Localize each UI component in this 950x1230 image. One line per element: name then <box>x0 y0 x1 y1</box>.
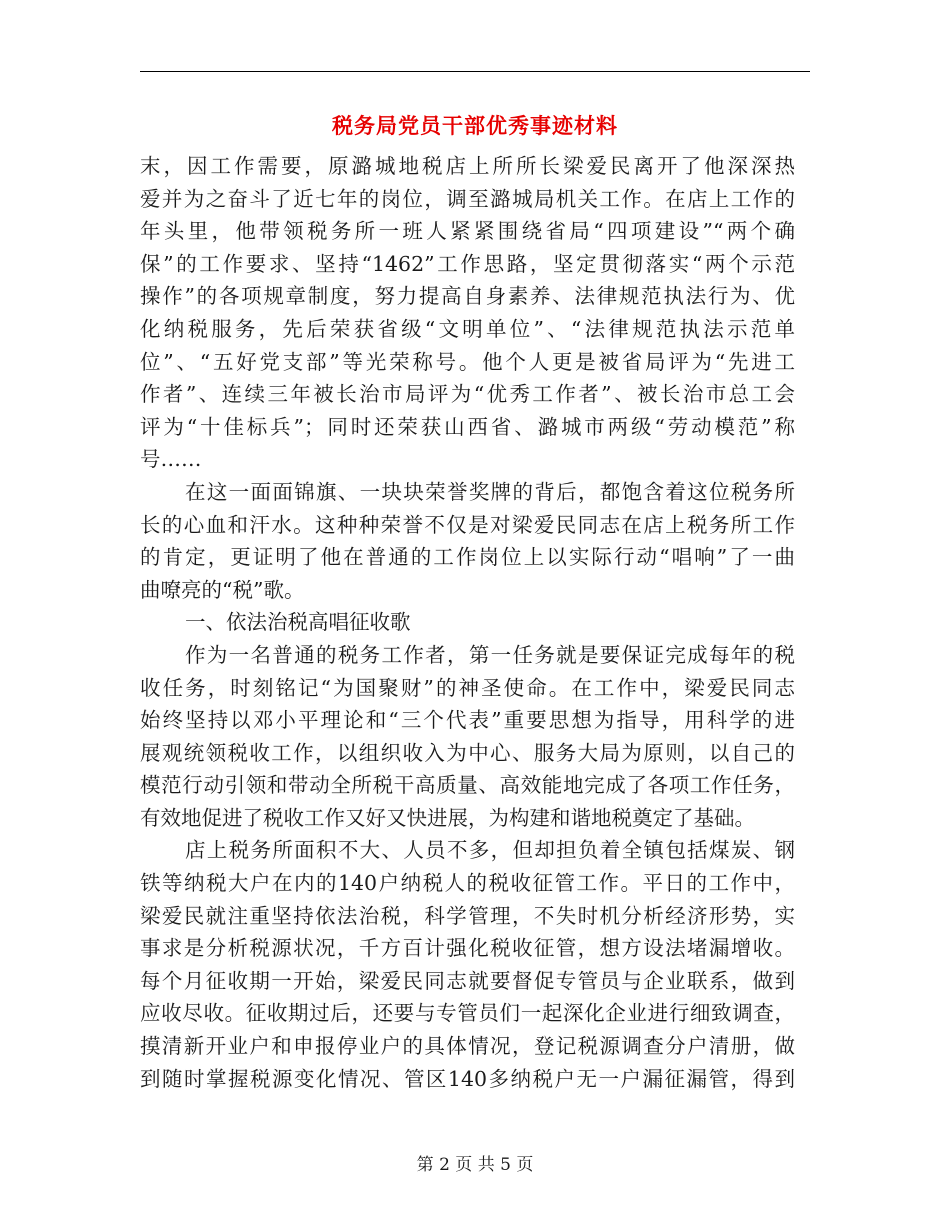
text-line: 展观统领税收工作，以组织收入为中心、服务大局为原则，以自己的 <box>140 740 795 765</box>
text-line: 到随时掌握税源变化情况、管区140多纳税户无一户漏征漏管，得到 <box>140 1066 795 1091</box>
text-line: 有效地促进了税收工作又好又快进展，为构建和谐地税奠定了基础。 <box>140 805 755 830</box>
text-line: 曲嘹亮的“税”歌。 <box>140 577 305 602</box>
text-line: 位”、“五好党支部”等光荣称号。他个人更是被省局评为“先进工 <box>140 349 795 374</box>
text-line: 评为“十佳标兵”；同时还荣获山西省、潞城市两级“劳动模范”称 <box>140 414 795 439</box>
text-line: 收任务，时刻铭记“为国聚财”的神圣使命。在工作中，梁爱民同志 <box>140 675 795 700</box>
paragraph-start-line: 在这一面面锦旗、一块块荣誉奖牌的背后，都饱含着这位税务所 <box>185 479 795 504</box>
text-line: 号…… <box>140 447 202 472</box>
text-line: 化纳税服务，先后荣获省级“文明单位”、“法律规范执法示范单 <box>140 316 795 341</box>
section-heading: 一、依法治税高唱征收歌 <box>185 610 411 635</box>
text-line: 每个月征收期一开始，梁爱民同志就要督促专管员与企业联系，做到 <box>140 968 795 993</box>
text-line: 铁等纳税大户在内的140户纳税人的税收征管工作。平日的工作中， <box>140 871 795 896</box>
paragraph-start-line: 店上税务所面积不大、人员不多，但却担负着全镇包括煤炭、钢 <box>185 838 795 863</box>
text-line: 模范行动引领和带动全所税干高质量、高效能地完成了各项工作任务， <box>140 773 795 798</box>
text-line: 爱并为之奋斗了近七年的岗位，调至潞城局机关工作。在店上工作的 <box>140 186 795 211</box>
text-line: 事求是分析税源状况，千方百计强化税收征管，想方设法堵漏增收。 <box>140 936 795 961</box>
text-line: 应收尽收。征收期过后，还要与专管员们一起深化企业进行细致调查， <box>140 1001 795 1026</box>
page-number: 第 2 页 共 5 页 <box>416 1155 534 1175</box>
text-line: 末，因工作需要，原潞城地税店上所所长梁爱民离开了他深深热 <box>140 154 795 178</box>
text-line: 长的心血和汗水。这种种荣誉不仅是对梁爱民同志在店上税务所工作 <box>140 512 795 537</box>
text-line: 操作”的各项规章制度，努力提高自身素养、法律规范执法行为、优 <box>140 284 795 309</box>
text-line: 的肯定，更证明了他在普通的工作岗位上以实际行动“唱响”了一曲 <box>140 545 795 570</box>
text-line: 作者”、连续三年被长治市局评为“优秀工作者”、被长治市总工会 <box>140 382 795 407</box>
text-line: 保”的工作要求、坚持“1462”工作思路，坚定贯彻落实“两个示范 <box>140 251 795 276</box>
text-line: 年头里，他带领税务所一班人紧紧围绕省局“四项建设”“两个确 <box>140 219 795 244</box>
header-rule <box>140 71 810 72</box>
document-body <box>140 150 795 1095</box>
document-title: 税务局党员干部优秀事迹材料 <box>332 114 618 138</box>
text-line: 始终坚持以邓小平理论和“三个代表”重要思想为指导，用科学的进 <box>140 708 795 733</box>
paragraph-start-line: 作为一名普通的税务工作者，第一任务就是要保证完成每年的税 <box>185 642 795 667</box>
text-line: 梁爱民就注重坚持依法治税，科学管理，不失时机分析经济形势，实 <box>140 903 795 928</box>
text-line: 摸清新开业户和申报停业户的具体情况，登记税源调查分户清册，做 <box>140 1034 795 1059</box>
